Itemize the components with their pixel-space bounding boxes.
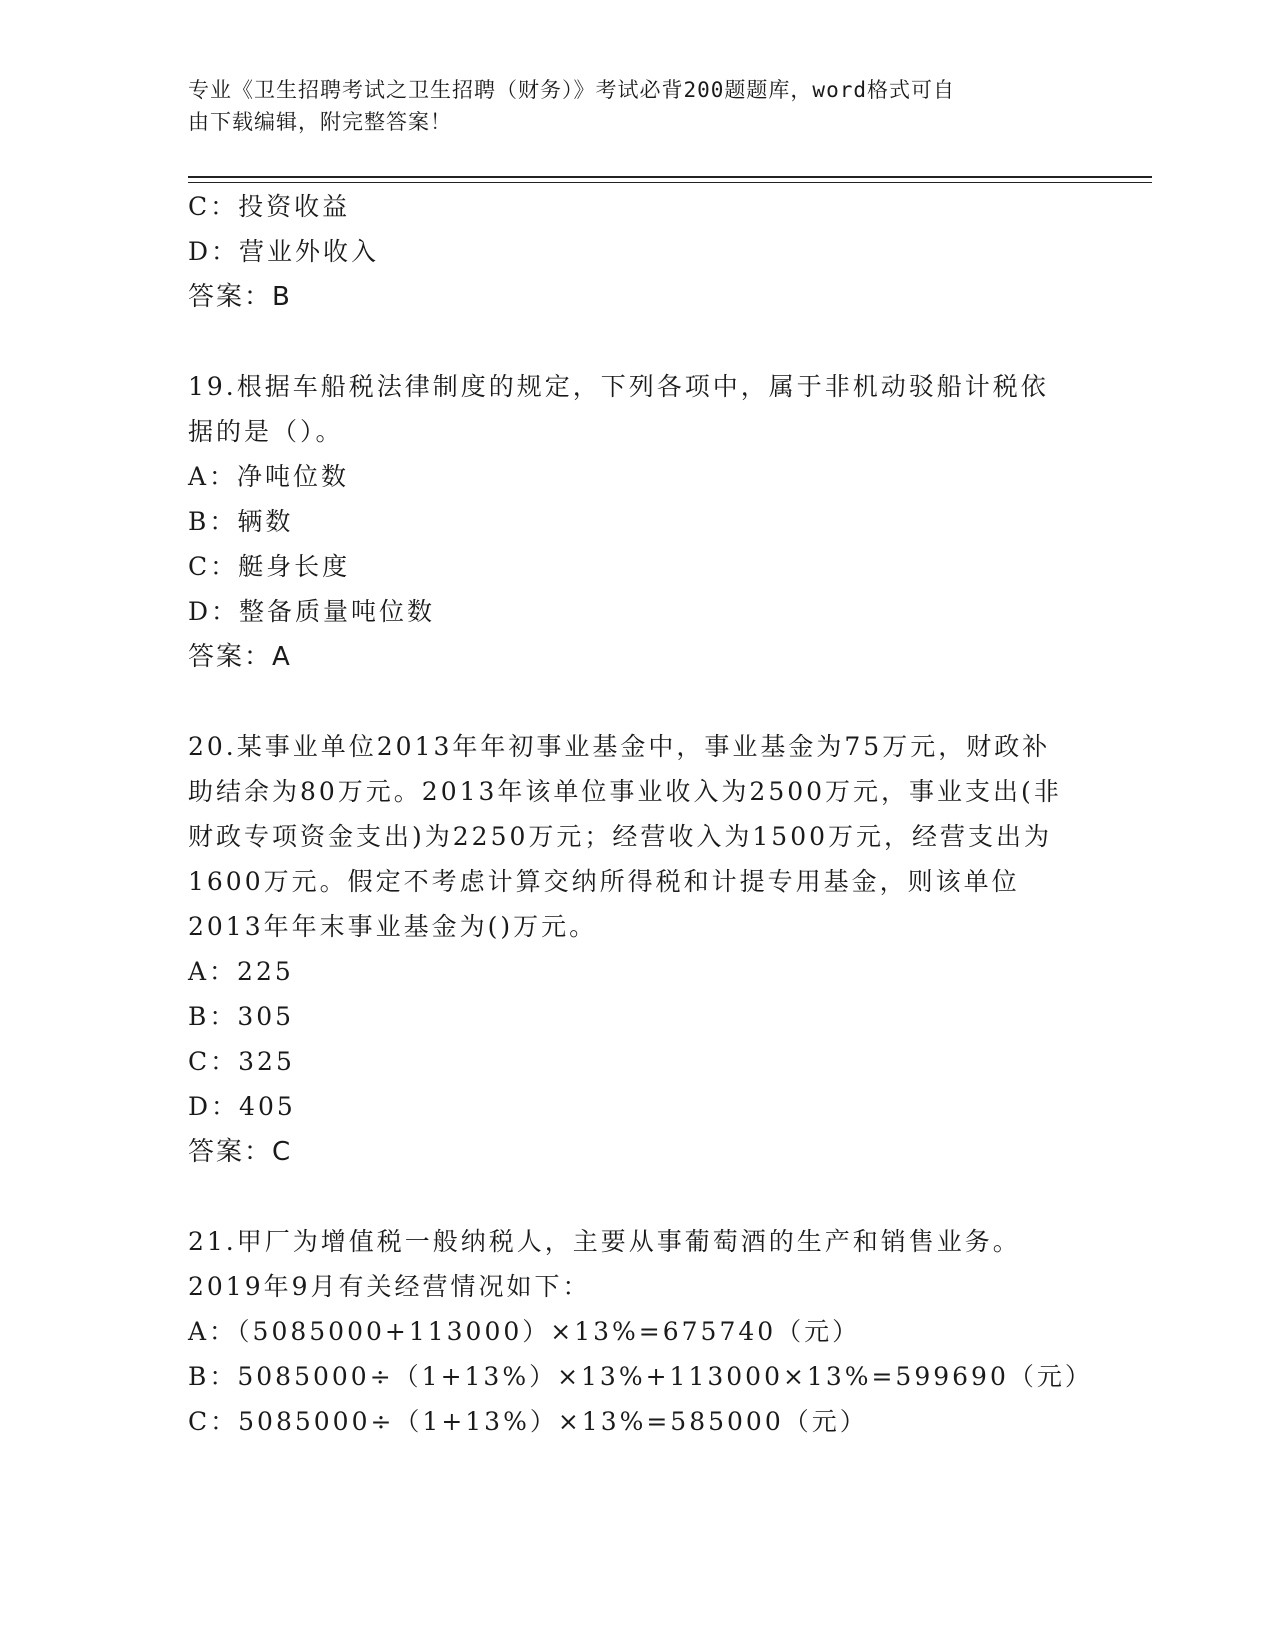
q19-stem-line-1: 19.根据车船税法律制度的规定，下列各项中，属于非机动驳船计税依 [188, 372, 1049, 401]
q20-stem-line-4: 1600万元。假定不考虑计算交纳所得税和计提专用基金，则该单位 [188, 867, 1020, 896]
q21-stem-line-2: 2019年9月有关经营情况如下： [188, 1272, 591, 1301]
header-divider-thin [188, 182, 1152, 183]
q19-option-b: B：辆数 [188, 507, 294, 536]
q21-option-a: A：（5085000+113000）×13%=675740（元） [188, 1317, 861, 1346]
q18-answer: 答案：B [188, 282, 292, 312]
q21-stem-line-1: 21.甲厂为增值税一般纳税人，主要从事葡萄酒的生产和销售业务。 [188, 1227, 1021, 1256]
q20-stem-line-3: 财政专项资金支出)为2250万元；经营收入为1500万元，经营支出为 [188, 822, 1053, 851]
page-header [188, 74, 1068, 138]
q20-stem-line-5: 2013年年末事业基金为()万元。 [188, 912, 598, 941]
q20-option-a: A：225 [188, 957, 294, 986]
q20-answer: 答案：C [188, 1137, 293, 1167]
q18-option-d: D：营业外收入 [188, 237, 380, 266]
header-divider-thick [188, 176, 1152, 178]
header-line-1: 专业《卫生招聘考试之卫生招聘（财务）》考试必背200题题库，word格式可自 [188, 78, 955, 102]
q19-stem-line-2: 据的是（）。 [188, 417, 344, 446]
q20-stem-line-2: 助结余为80万元。2013年该单位事业收入为2500万元，事业支出(非 [188, 777, 1062, 806]
q21-option-c: C：5085000÷（1+13%）×13%=585000（元） [188, 1407, 868, 1436]
q18-option-c: C：投资收益 [188, 192, 351, 221]
q20-option-d: D：405 [188, 1092, 296, 1121]
header-line-2: 由下载编辑，附完整答案！ [188, 110, 452, 134]
q20-stem-line-1: 20.某事业单位2013年年初事业基金中，事业基金为75万元，财政补 [188, 732, 1051, 761]
q20-option-c: C：325 [188, 1047, 295, 1076]
q19-option-d: D：整备质量吨位数 [188, 597, 436, 626]
q20-option-b: B：305 [188, 1002, 295, 1031]
q19-option-c: C：艇身长度 [188, 552, 351, 581]
q19-option-a: A：净吨位数 [188, 462, 350, 491]
q21-option-b: B：5085000÷（1+13%）×13%+113000×13%=599690（元） [188, 1362, 1093, 1391]
q19-answer: 答案：A [188, 642, 292, 672]
